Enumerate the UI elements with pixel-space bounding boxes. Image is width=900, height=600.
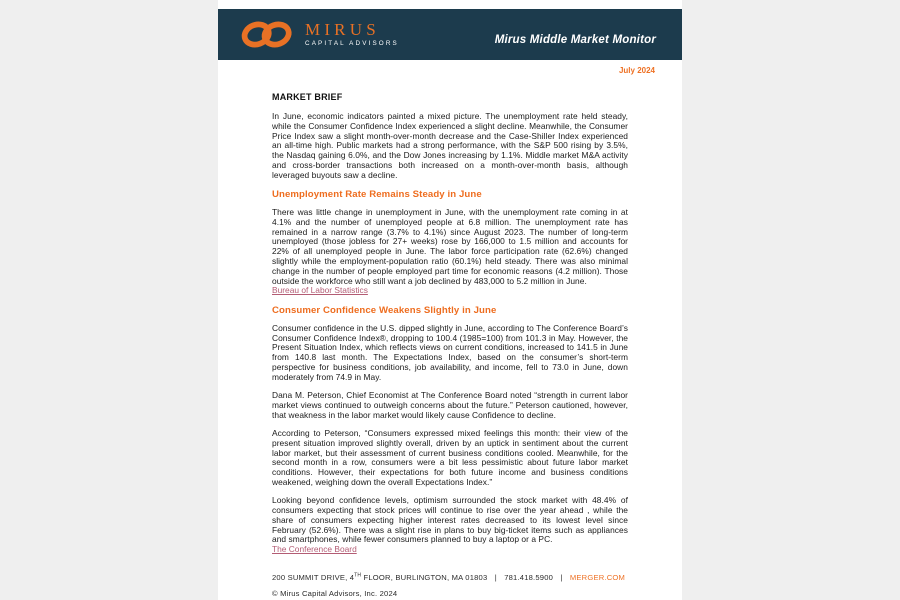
footer-address-line: [272, 573, 628, 582]
section-consumer-confidence: [272, 305, 628, 555]
section-heading-unemployment: Unemployment Rate Remains Steady in June: [272, 189, 482, 201]
logo-wordmark: [305, 22, 399, 47]
footer-separator: |: [560, 572, 563, 582]
newsletter-body: [218, 76, 682, 598]
newsletter-page: [218, 0, 682, 600]
section-unemployment: [272, 189, 628, 296]
header-bar: [218, 9, 682, 60]
footer-address-rest: FLOOR, BURLINGTON, MA 01803: [361, 572, 488, 582]
section-heading-consumer-confidence: Consumer Confidence Weakens Slightly in June: [272, 304, 497, 316]
market-brief-heading: MARKET BRIEF: [272, 92, 343, 102]
section-paragraph: Consumer confidence in the U.S. dipped slightly in June, according to The Conference Board’s Consumer Confidence Index®, dropping to 100.4 (1985=100) from 101.3 in May. However, the Present Situation Index, which reflects views on current conditions, increased to 141.5 in June from 140.8 last month. The Expectations Index, based on the consumer’s short-term perspective for business conditions, job availability, and income, fell to 73.0 in June, down moderately from 74.9 in May.: [272, 322, 628, 382]
interlocking-rings-icon: [241, 18, 298, 51]
footer-phone: 781.418.5900: [504, 572, 554, 582]
newsletter-title: Mirus Middle Market Monitor: [494, 33, 656, 46]
source-link-conference-board[interactable]: The Conference Board: [272, 544, 357, 555]
intro-paragraph: In June, economic indicators painted a mixed picture. The unemployment rate held steady, while the Consumer Confidence Index experienced a slight decline. Meanwhile, the Consumer Price Index saw a slight month-over-month decrease and the Case-Shiller Index experienced an all-time high. Public markets had a strong performance, with the S&P 500 rising by 3.5%, the Nasdaq gaining 6.0%, and the Dow Jones increasing by 1.1%. Middle market M&A activity and cross-border transactions both increased on a month-over-month basis, although leveraged buyouts saw a decline.: [272, 111, 628, 180]
issue-date: July 2024: [618, 66, 655, 75]
footer-separator: |: [494, 572, 497, 582]
brand-name: MIRUS: [305, 20, 380, 39]
source-link-bureau-of-labor-statistics[interactable]: Bureau of Labor Statistics: [272, 285, 368, 296]
footer-copyright: © Mirus Capital Advisors, Inc. 2024: [272, 588, 398, 598]
section-paragraph: There was little change in unemployment in June, with the unemployment rate coming in at 4.1% and the number of unemployed people at 6.8 million. The unemployment rate has remained in a narrow range (3.7% to 4.1%) since August 2023. The number of long-term unemployed (those jobless for 27+ weeks) rose by 166,000 to 1.5 million and accounts for 22% of all unemployed people in June. The labor force participation rate (62.6%) changed slightly while the employment-population ratio (60.1%) held steady. There was also minimal change in the number of people employed part time for economic reasons (4.2 million). Those outside the workforce who still want a job declined by 483,000 to 5.2 million in June.: [272, 207, 628, 286]
section-paragraph: Dana M. Peterson, Chief Economist at The Conference Board noted “strength in current labor market views continued to outweigh concerns about the future.” Peterson cautioned, however, that weakness in the labor market would likely cause Confidence to decline.: [272, 390, 628, 420]
section-paragraph: Looking beyond confidence levels, optimism surrounded the stock market with 48.4% of consumers expecting that stock prices will continue to rise over the year ahead , while the share of consumers expecting higher interest rates decreased to its lowest level since February (52.6%). There was a slight rise in plans to buy big-ticket items such as appliances and smartphones, while fewer consumers planned to buy a laptop or a PC.: [272, 495, 628, 545]
mirus-logo[interactable]: [241, 18, 399, 51]
footer-address: 200 SUMMIT DRIVE, 4: [272, 572, 355, 582]
footer-website-link[interactable]: MERGER.COM: [569, 572, 626, 582]
footer-address-ordinal: TH: [354, 572, 362, 579]
footer: [272, 573, 628, 598]
section-paragraph: According to Peterson, “Consumers expressed mixed feelings this month: their view of the present situation improved slightly overall, driven by an uptick in sentiment about the current labor market, but their assessment of current business conditions cooled. Meanwhile, for the second month in a row, consumers were a bit less pessimistic about future labor market conditions. However, their expectations for both future income and business conditions weakened, weighing down the overall Expectations Index.”: [272, 427, 628, 487]
brand-tagline: CAPITAL ADVISORS: [305, 40, 399, 47]
